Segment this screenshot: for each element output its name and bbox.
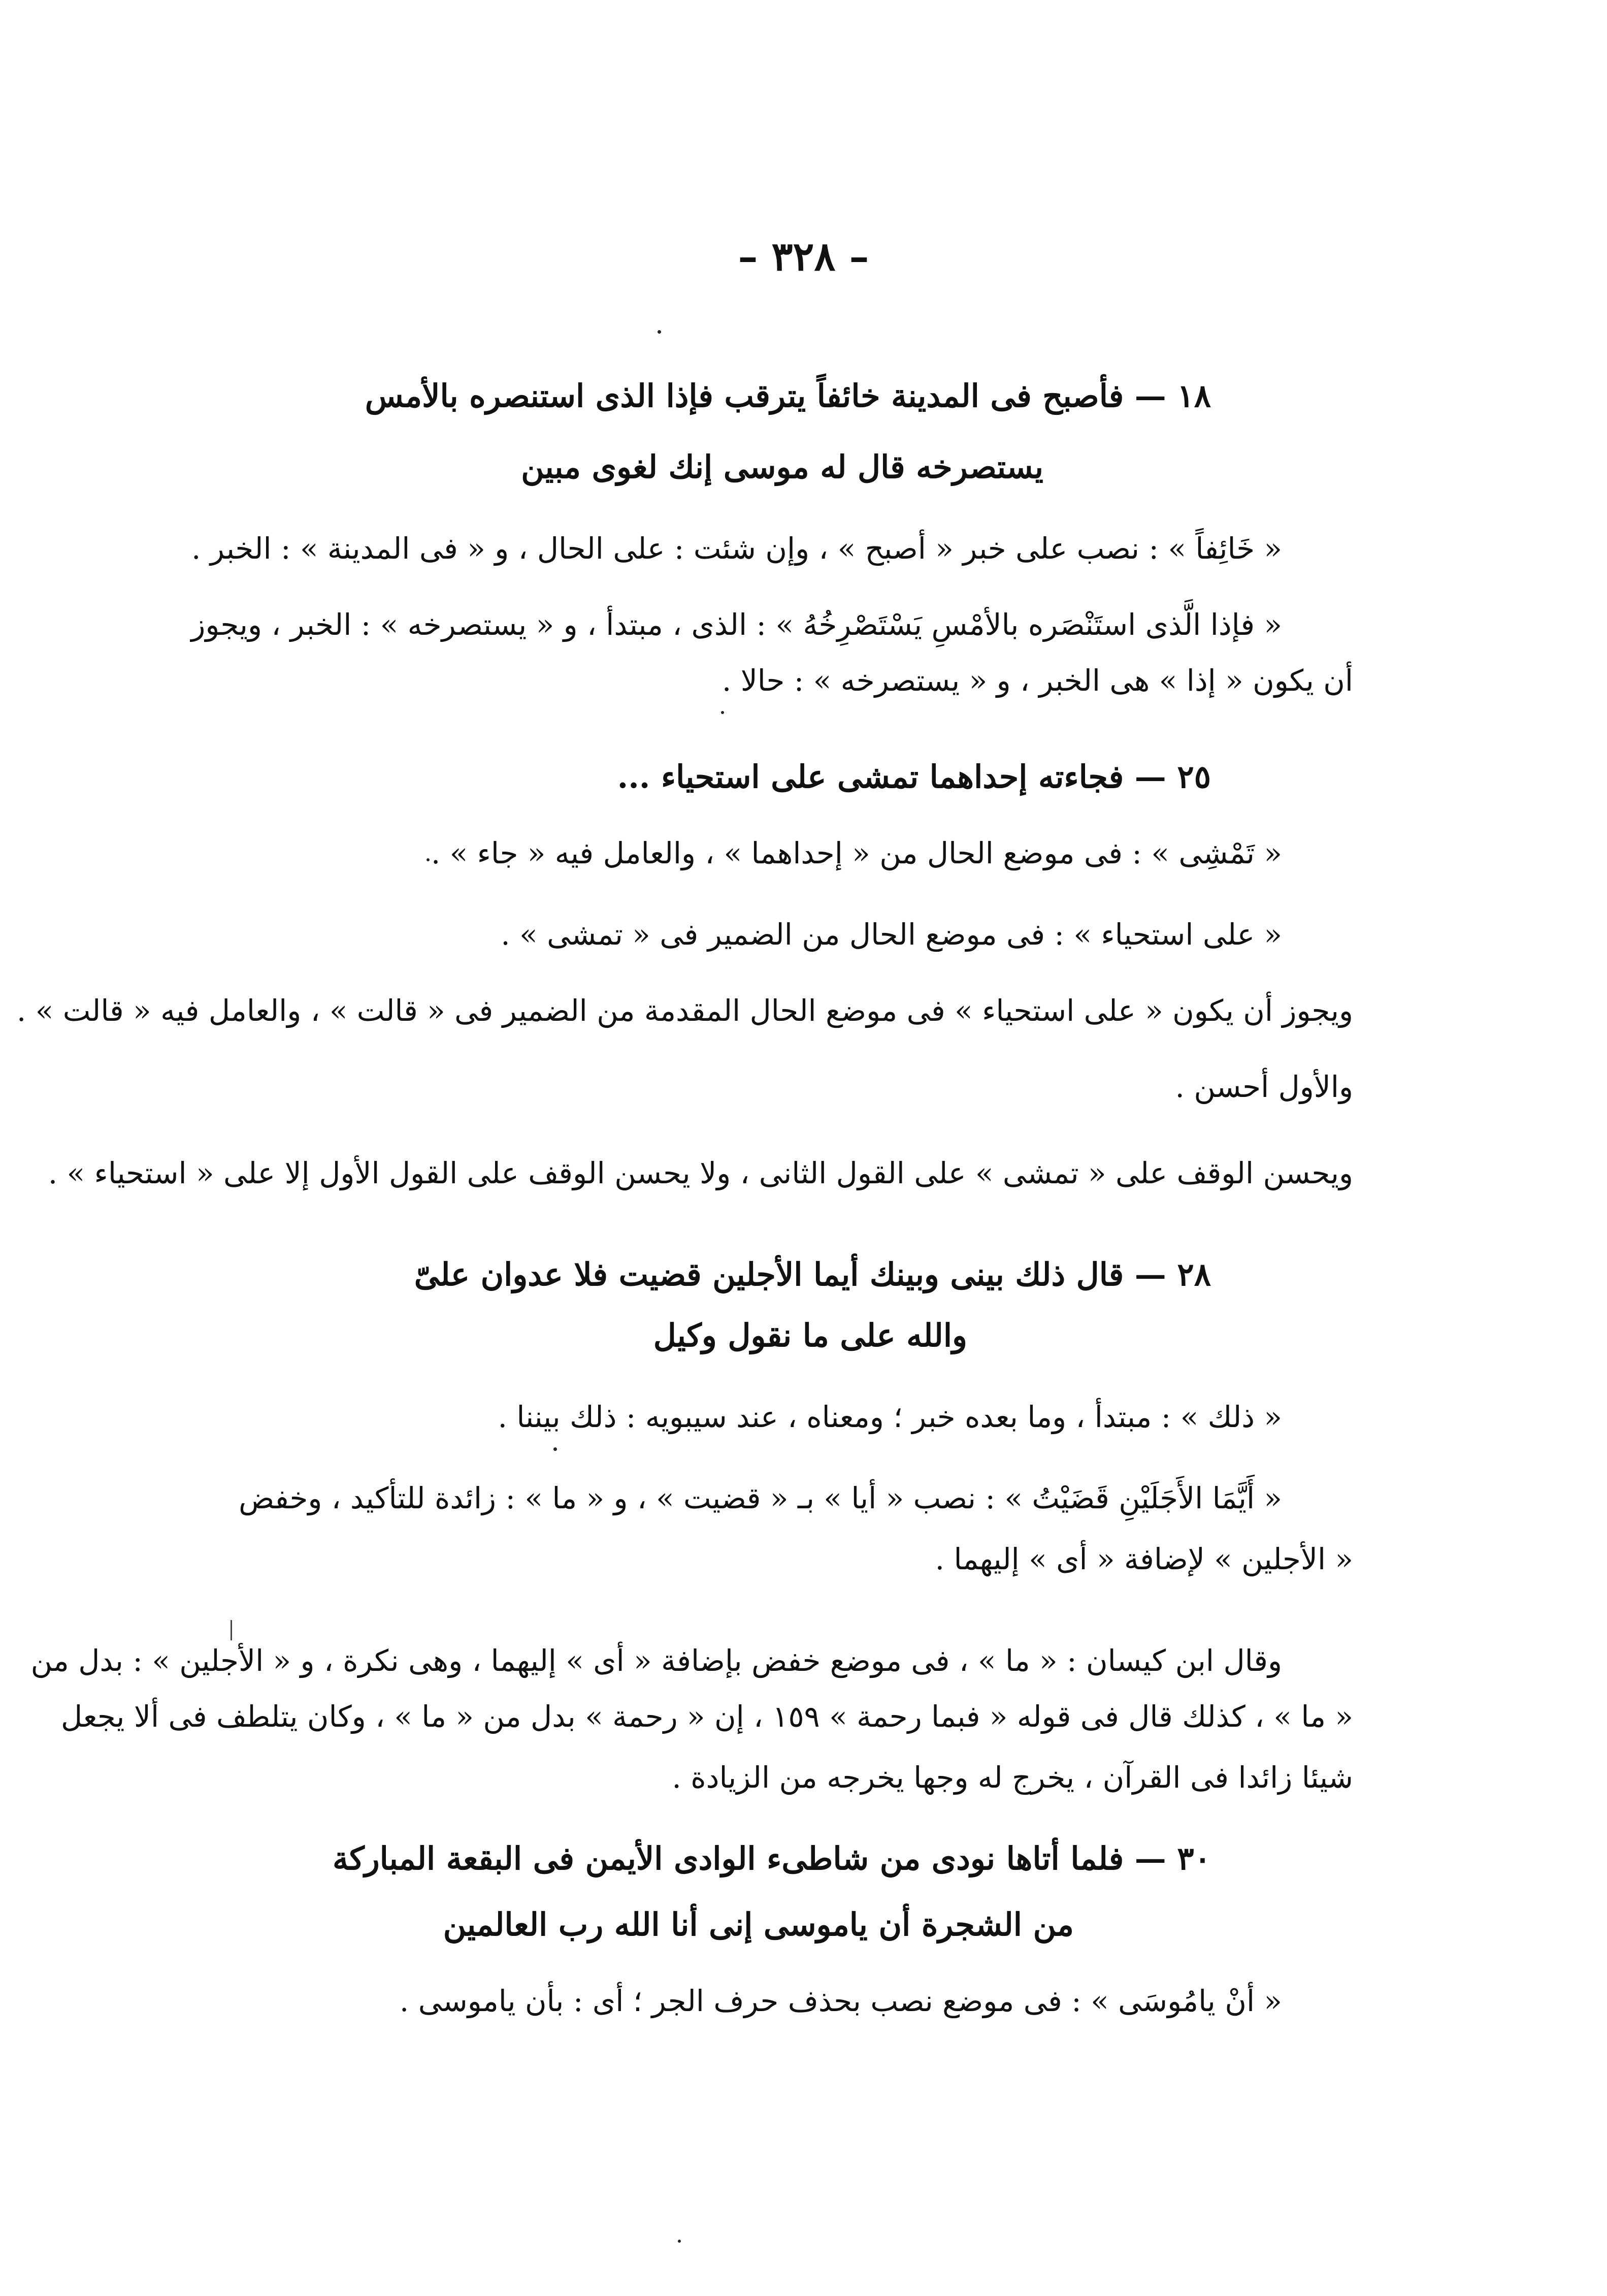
commentary-paragraph: « ذلك » : مبتدأ ، وما بعده خبر ؛ ومعناه ، عند سيبويه : ذلك بيننا . [498,1400,1282,1434]
page-number: – ٣٢٨ – [738,234,869,280]
commentary-paragraph: أن يكون « إذا » هى الخبر ، و « يستصرخه » : حالا . [721,663,1353,698]
commentary-paragraph: « ما » ، كذلك قال فى قوله « فبما رحمة » ١٥٩ ، إن « رحمة » بدل من « ما » ، وكان يتلطف فى ألا يجعل [60,1699,1353,1734]
commentary-paragraph: « على استحياء » : فى موضع الحال من الضمير فى « تمشى » . [501,917,1282,952]
scan-speck [658,330,661,334]
verse-18-line-2: يستصرخه قال له موسى إنك لغوى مبين [521,448,1043,486]
verse-30-line-2: من الشجرة أن ياموسى إنى أنا الله رب العالمين [443,1906,1074,1943]
commentary-paragraph: « خَائِفاً » : نصب على خبر « أصبح » ، وإن شئت : على الحال ، و « فى المدينة » : الخبر . [191,531,1282,566]
commentary-paragraph: « فإذا الَّذى استَنْصَره بالأمْسِ يَسْتَصْرِخُهُ » : الذى ، مبتدأ ، و « يستصرخه » : الخبر ، ويجوز [191,607,1282,642]
verse-18-line-1: ١٨ — فأصبح فى المدينة خائفاً يترقب فإذا الذى استنصره بالأمس [365,377,1211,414]
scan-speck [553,1447,557,1451]
scan-speck [678,2240,681,2243]
scan-mark [231,1620,232,1640]
commentary-paragraph: ويحسن الوقف على « تمشى » على القول الثانى ، ولا يحسن الوقف على القول الأول إلا على « استحياء » . [48,1156,1353,1190]
commentary-paragraph: « تَمْشِى » : فى موضع الحال من « إحداهما » ، والعامل فيه « جاء » . [431,836,1282,870]
commentary-paragraph: « أَيَّمَا الأَجَلَيْنِ قَضَيْتُ » : نصب « أيا » بـ « قضيت » ، و « ما » : زائدة للتأكيد ، وخفض [239,1481,1282,1515]
verse-28-line-1: ٢٨ — قال ذلك بينى وبينك أيما الأجلين قضيت فلا عدوان علىّ [414,1256,1211,1293]
commentary-paragraph: والأول أحسن . [1175,1070,1353,1104]
verse-30-line-1: ٣٠ — فلما أتاها نودى من شاطىء الوادى الأيمن فى البقعة المباركة [332,1840,1211,1877]
scan-speck [721,711,724,714]
commentary-paragraph: ويجوز أن يكون « على استحياء » فى موضع الحال المقدمة من الضمير فى « قالت » ، والعامل فيه « قالت » . [16,993,1353,1028]
commentary-paragraph: شيئا زائدا فى القرآن ، يخرج له وجها يخرجه من الزيادة . [672,1760,1353,1795]
commentary-paragraph: وقال ابن كيسان : « ما » ، فى موضع خفض بإضافة « أى » إليهما ، وهى نكرة ، و « الأجلين » : بدل من [30,1643,1282,1678]
commentary-paragraph: « أنْ يامُوسَى » : فى موضع نصب بحذف حرف الجر ؛ أى : بأن ياموسى . [399,1984,1282,2018]
scan-speck [427,858,430,861]
verse-28-line-2: والله على ما نقول وكيل [653,1317,967,1354]
verse-25-line: ٢٥ — فجاءته إحداهما تمشى على استحياء ... [617,758,1211,795]
commentary-paragraph: « الأجلين » لإضافة « أى » إليهما . [935,1542,1353,1576]
